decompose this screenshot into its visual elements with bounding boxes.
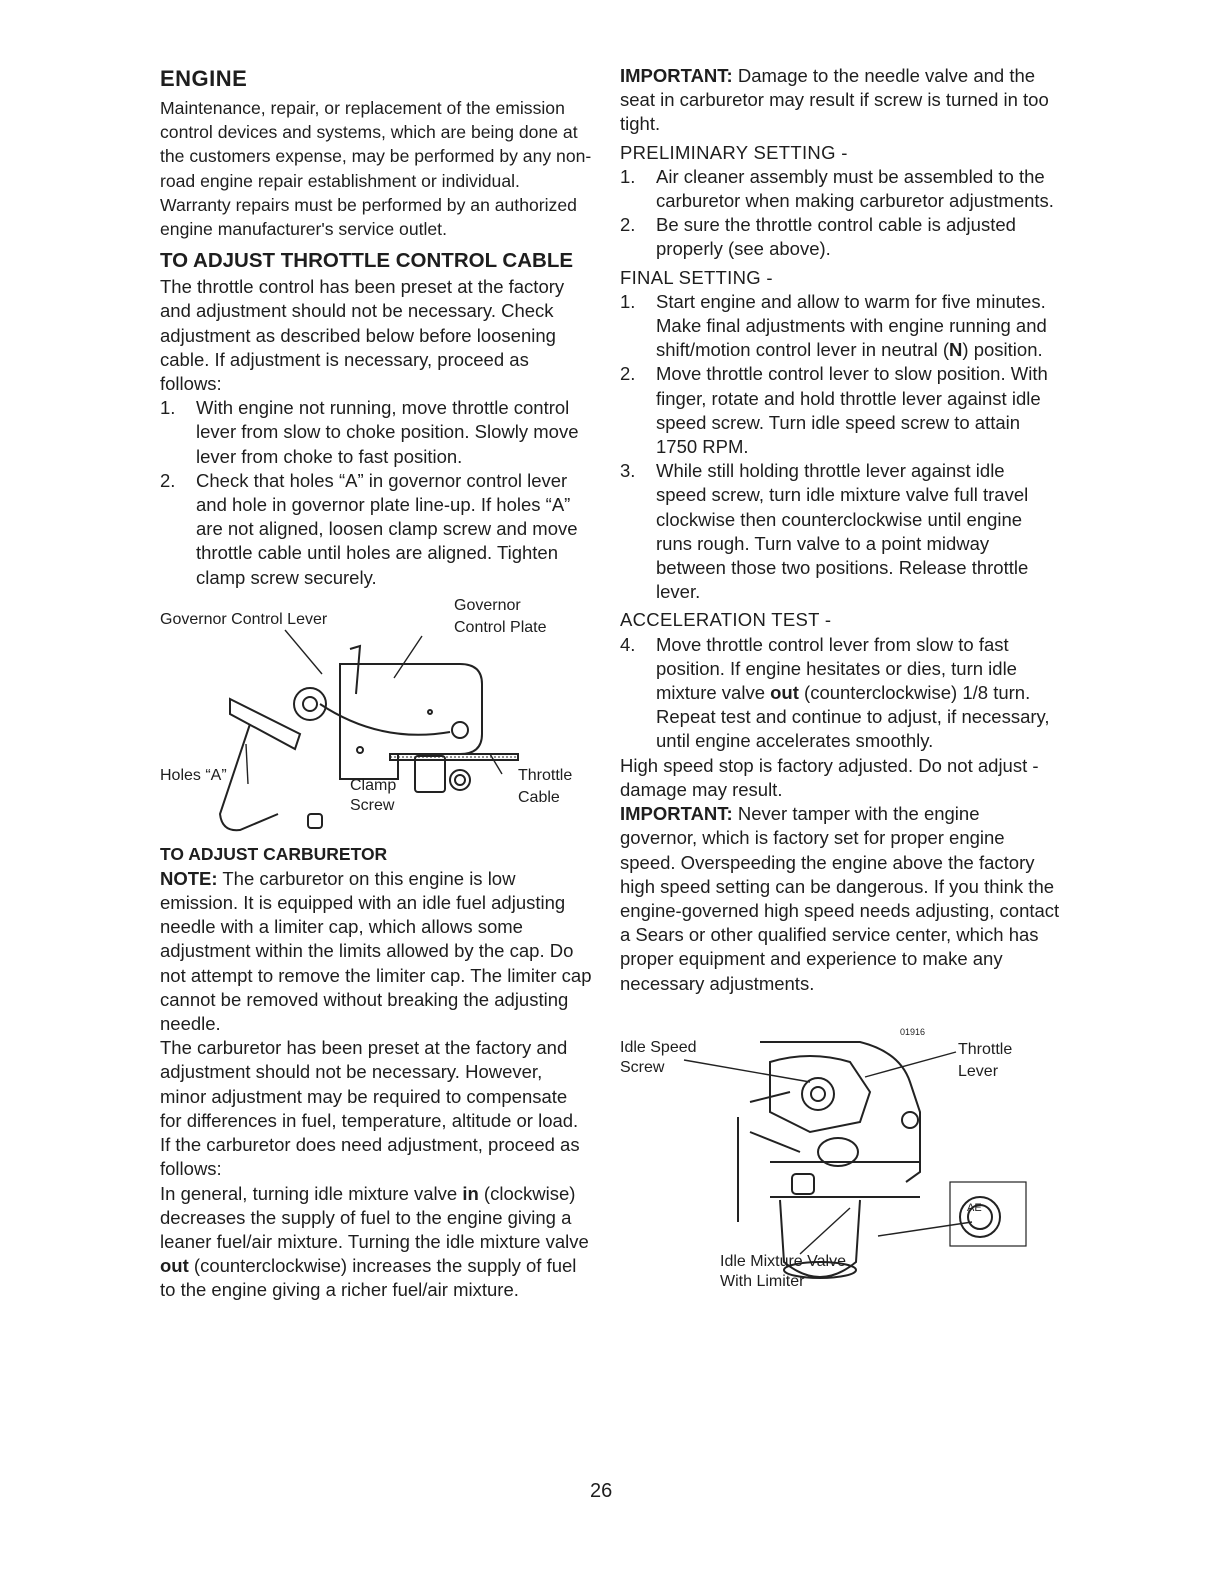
list-item: 3. While still holding throttle lever against idle speed screw, turn idle mixture valve full travel clockwise then counterclockwise until engine runs rough. Turn valve to a point midway between those two positions. Release throttle lever. xyxy=(620,460,1029,603)
governor-control-lever-label: Governor Control Lever xyxy=(160,610,328,628)
screw-label: Screw xyxy=(350,796,395,814)
idle-speed-label: Idle Speed xyxy=(620,1038,697,1056)
list-item: 1. Air cleaner assembly must be assembled to the carburetor when making carburetor adjustments. xyxy=(620,165,1054,212)
carburetor-figure xyxy=(620,1022,1060,1292)
preliminary-steps-list xyxy=(620,165,1060,262)
important-governor-paragraph: IMPORTANT: Never tamper with the engine governor, which is factory set for proper engine speed. Overspeeding the engine above the factory high speed setting can be dangerous. If you think the engine-governed high speed needs adjusting, contact a Sears or other qualified service center, which has proper equipment and experience to make any necessary adjustments. xyxy=(620,803,1060,994)
with-limiter-label: With Limiter xyxy=(720,1272,805,1290)
list-item: 1. With engine not running, move throttle control lever from slow to choke position. Slowly move lever from choke to fast position. xyxy=(160,397,579,467)
figure-code-label: 01916 xyxy=(900,1026,926,1037)
idle-mixture-valve-label: Idle Mixture Valve xyxy=(720,1252,846,1270)
idle-speed-screw-label: Screw xyxy=(620,1058,665,1076)
final-setting-heading: FINAL SETTING - xyxy=(620,266,773,288)
carburetor-heading: TO ADJUST CARBURETOR xyxy=(160,843,388,864)
throttle-intro-paragraph: The throttle control has been preset at the factory and adjustment should not be necessary. Check adjustment as described below before loosening cable. If adjustment is necessary, proceed as follows: xyxy=(160,276,565,395)
throttle-label: Throttle xyxy=(518,766,573,784)
engine-heading: ENGINE xyxy=(160,66,248,91)
list-item: 1. Start engine and allow to warm for five minutes. Make final adjustments with engine running and shift/motion control lever in neutral (N) position. xyxy=(620,290,1047,361)
list-item: 2. Check that holes “A” in governor control lever and hole in governor plate line-up. If holes “A” are not aligned, loosen clamp screw and move throttle cable until holes are aligned. Tighten clamp screw securely. xyxy=(160,469,578,588)
high-speed-paragraph: High speed stop is factory adjusted. Do not adjust - damage may result. xyxy=(620,754,1039,800)
acceleration-test-heading: ACCELERATION TEST - xyxy=(620,609,832,631)
preliminary-setting-heading: PRELIMINARY SETTING - xyxy=(620,141,848,163)
left-column xyxy=(160,58,592,1303)
throttle-label: Throttle xyxy=(958,1040,1013,1058)
control-plate-label: Control Plate xyxy=(454,618,547,636)
important-damage-paragraph: IMPORTANT: Damage to the needle valve and the seat in carburetor may result if screw is turned in too tight. xyxy=(620,65,1049,135)
cable-label: Cable xyxy=(518,788,560,806)
governor-label: Governor xyxy=(454,596,521,614)
list-item: 4. Move throttle control lever from slow to fast position. If engine hesitates or dies, turn idle mixture valve out (counterclockwise) 1/8 turn. Repeat test and continue to adjust, if necessary, until engine accelerates smoothly. xyxy=(620,633,1050,752)
right-column xyxy=(620,58,1060,1292)
throttle-cable-heading: TO ADJUST THROTTLE CONTROL CABLE xyxy=(160,249,574,273)
list-item: 2. Move throttle control lever to slow position. With finger, rotate and hold throttle lever against idle speed screw. Turn idle speed screw to attain 1750 RPM. xyxy=(620,363,1048,458)
engine-paragraph: Maintenance, repair, or replacement of the emission control devices and systems, which are being done at the customers expense, may be performed by any non-road engine repair establishment or individual. Warranty repairs must be performed by an authorized engine manufacturer's service outlet. xyxy=(160,98,592,240)
preset-paragraph: The carburetor has been preset at the factory and adjustment should not be necessary. However, minor adjustment may be required to compensate for differences in fuel, temperature, altitude or load. If the carburetor does need adjustment, proceed as follows: xyxy=(160,1037,580,1180)
throttle-steps-list xyxy=(160,396,592,590)
holes-a-label: Holes “A” xyxy=(160,766,227,784)
note-paragraph: NOTE: The carburetor on this engine is low emission. It is equipped with an idle fuel adjusting needle with a limiter cap, which allows some adjustment within the limits allowed by the cap. Do not attempt to remove the limiter cap. The limiter cap cannot be removed without breaking the adjusting needle. xyxy=(160,867,592,1035)
general-paragraph: In general, turning idle mixture valve in (clockwise) decreases the supply of fuel to the engine giving a leaner fuel/air mixture. Turning the idle mixture valve out (counterclockwise) increases the supply of fuel to the engine giving a richer fuel/air mixture. xyxy=(160,1182,589,1301)
acceleration-steps-list xyxy=(620,633,1060,754)
final-steps-list xyxy=(620,290,1060,605)
clamp-label: Clamp xyxy=(350,776,397,794)
governor-figure xyxy=(160,596,592,836)
page-number: 26 xyxy=(590,1480,613,1502)
limiter-cap-mark: AE xyxy=(967,1201,982,1214)
throttle-lever-label: Lever xyxy=(958,1062,999,1080)
list-item: 2. Be sure the throttle control cable is adjusted properly (see above). xyxy=(620,214,1016,260)
